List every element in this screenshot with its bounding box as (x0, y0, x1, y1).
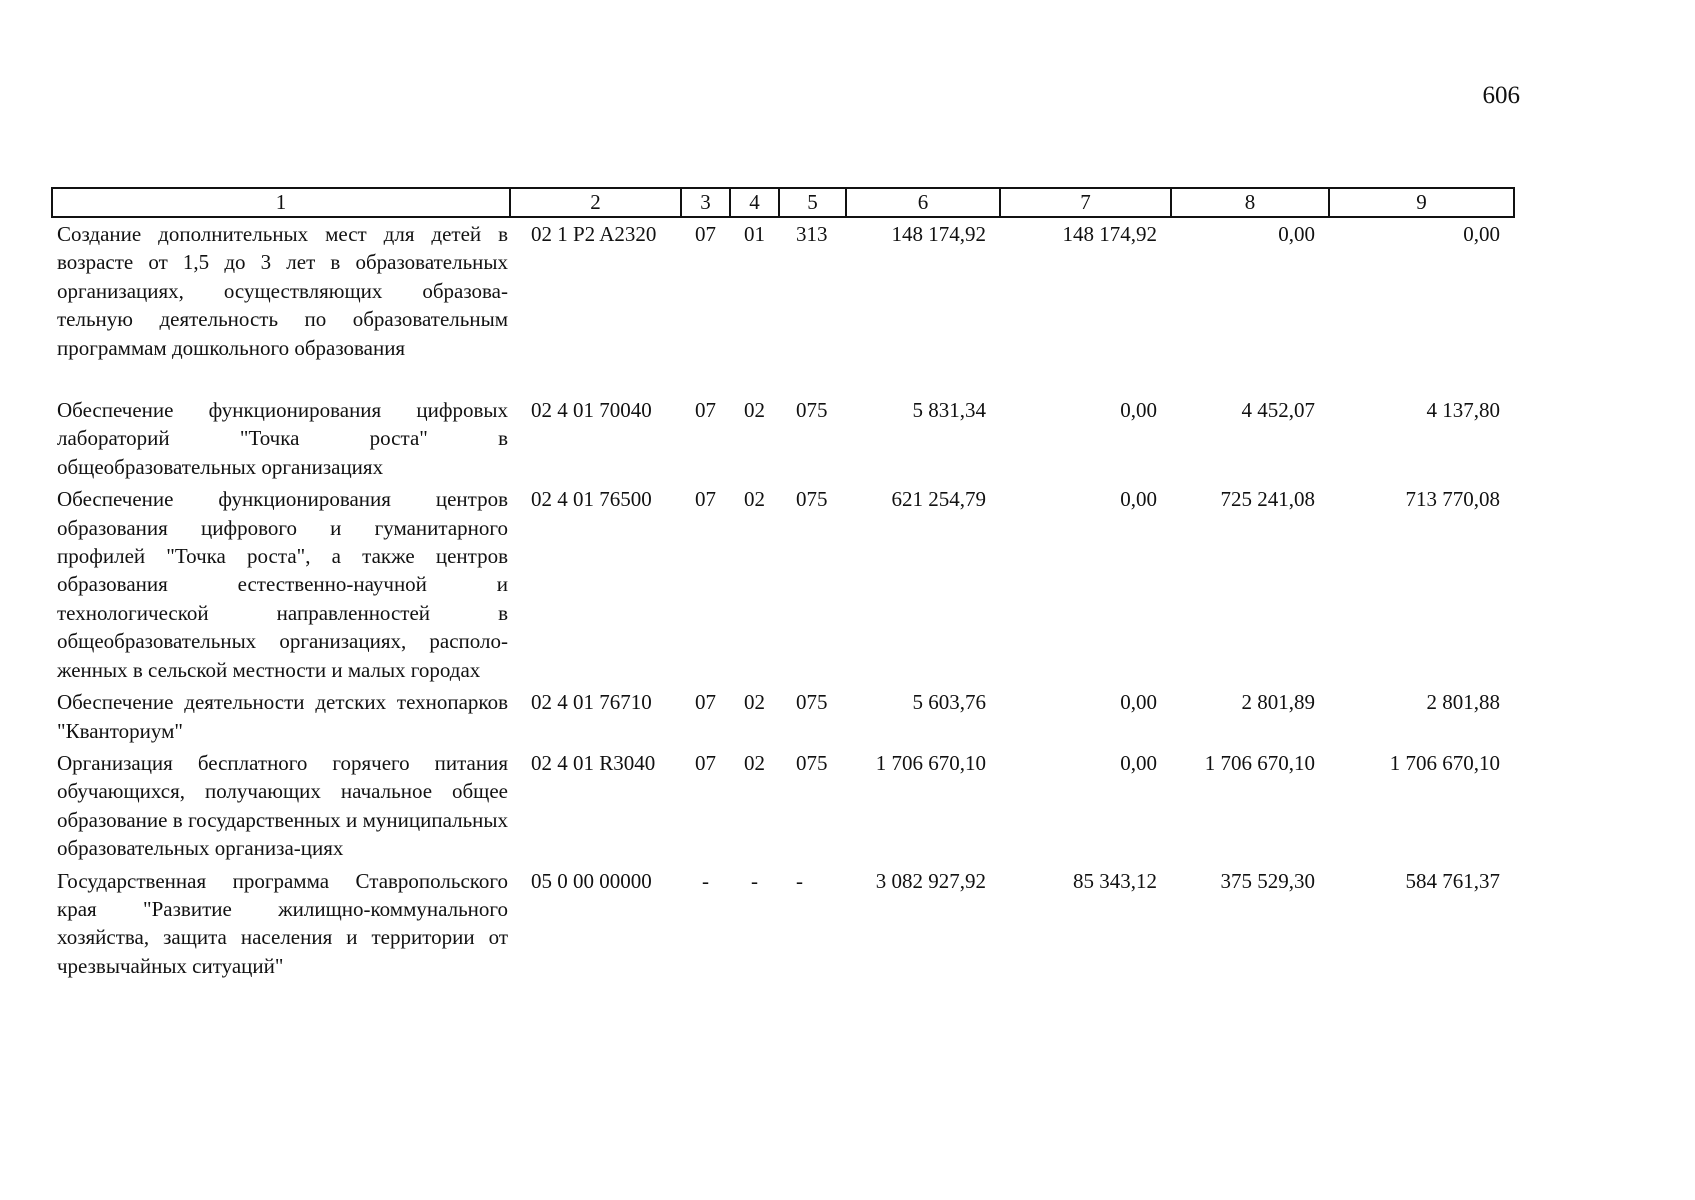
table-row (52, 483, 1514, 686)
row-amount-6: 148 174,92 (891, 222, 986, 246)
row-code: 02 4 01 76500 (531, 487, 652, 512)
row-description: Государственная программа Ставропольского края "Развитие жилищно-коммунального хозяйства, защита населения и территории от чрезвычайных ситуаций" (57, 868, 508, 978)
row-description: Обеспечение деятельности детских технопарков "Кванториум" (57, 690, 508, 743)
table-row (52, 865, 1514, 983)
row-amount-9: 713 770,08 (1405, 487, 1500, 512)
column-header: 8 (1171, 188, 1329, 217)
row-expense-type: - (796, 868, 803, 893)
table-row (52, 747, 1514, 865)
row-amount-9: 2 801,88 (1426, 690, 1500, 715)
row-subsection: 01 (744, 222, 765, 246)
row-spacer (52, 364, 1514, 394)
row-amount-7: 0,00 (1120, 690, 1157, 715)
row-code: 02 4 01 76710 (531, 690, 652, 715)
row-subsection: - (751, 868, 758, 893)
row-amount-8: 4 452,07 (1241, 398, 1315, 423)
row-code: 02 4 01 R3040 (531, 750, 656, 775)
table-row (52, 217, 1514, 364)
row-section: 07 (695, 750, 716, 775)
table-row (52, 686, 1514, 747)
row-amount-6: 5 831,34 (912, 398, 986, 423)
row-subsection: 02 (744, 750, 765, 775)
row-amount-8: 375 529,30 (1220, 868, 1315, 893)
row-subsection: 02 (744, 398, 765, 423)
column-header: 1 (52, 188, 510, 217)
row-expense-type: 313 (796, 222, 828, 246)
row-description: Обеспечение функционирования центров образования цифрового и гуманитарного профилей "Точка роста", а также центров образования естественно-научной и технологической направленностей в общеобразовательных организациях, располо-женных в сельской местности и малых городах (57, 487, 508, 682)
table-row (52, 394, 1514, 483)
row-description: Создание дополнительных мест для детей в возрасте от 1,5 до 3 лет в образовательных организациях, осуществляющих образова-тельную деятельность по образовательным программам дошкольного образования (57, 222, 508, 360)
row-code: 02 4 01 70040 (531, 398, 652, 423)
column-header: 9 (1329, 188, 1514, 217)
column-header: 6 (846, 188, 1000, 217)
row-amount-8: 0,00 (1278, 222, 1315, 246)
budget-table (51, 187, 1515, 982)
row-amount-6: 5 603,76 (912, 690, 986, 715)
row-amount-9: 584 761,37 (1405, 868, 1500, 893)
row-subsection: 02 (744, 690, 765, 715)
row-code: 05 0 00 00000 (531, 868, 652, 893)
row-section: 07 (695, 398, 716, 423)
row-description: Обеспечение функционирования цифровых лабораторий "Точка роста" в общеобразовательных организациях (57, 398, 508, 479)
row-amount-7: 0,00 (1120, 750, 1157, 775)
row-expense-type: 075 (796, 487, 828, 512)
page-number: 606 (1482, 82, 1520, 109)
row-section: 07 (695, 690, 716, 715)
column-header: 7 (1000, 188, 1171, 217)
row-expense-type: 075 (796, 690, 828, 715)
column-header: 3 (681, 188, 730, 217)
row-section: 07 (695, 487, 716, 512)
row-expense-type: 075 (796, 750, 828, 775)
row-amount-6: 1 706 670,10 (875, 750, 986, 775)
row-section: 07 (695, 222, 716, 246)
row-amount-9: 4 137,80 (1426, 398, 1500, 423)
row-amount-6: 621 254,79 (891, 487, 986, 512)
row-amount-7: 0,00 (1120, 398, 1157, 423)
row-amount-9: 1 706 670,10 (1389, 750, 1500, 775)
row-amount-9: 0,00 (1463, 222, 1500, 246)
row-amount-7: 85 343,12 (1073, 868, 1157, 893)
row-amount-7: 148 174,92 (1062, 222, 1157, 246)
row-section: - (702, 868, 709, 893)
row-subsection: 02 (744, 487, 765, 512)
row-amount-8: 725 241,08 (1220, 487, 1315, 512)
column-header: 4 (730, 188, 779, 217)
row-amount-6: 3 082 927,92 (875, 868, 986, 893)
row-amount-8: 1 706 670,10 (1204, 750, 1315, 775)
row-amount-8: 2 801,89 (1241, 690, 1315, 715)
row-amount-7: 0,00 (1120, 487, 1157, 512)
column-header: 2 (510, 188, 681, 217)
row-expense-type: 075 (796, 398, 828, 423)
row-description: Организация бесплатного горячего питания обучающихся, получающих начальное общее образование в государственных и муниципальных образовательных организа-циях (57, 750, 508, 861)
row-code: 02 1 P2 A2320 (531, 222, 657, 246)
column-header: 5 (779, 188, 846, 217)
table-header-row (52, 188, 1514, 217)
